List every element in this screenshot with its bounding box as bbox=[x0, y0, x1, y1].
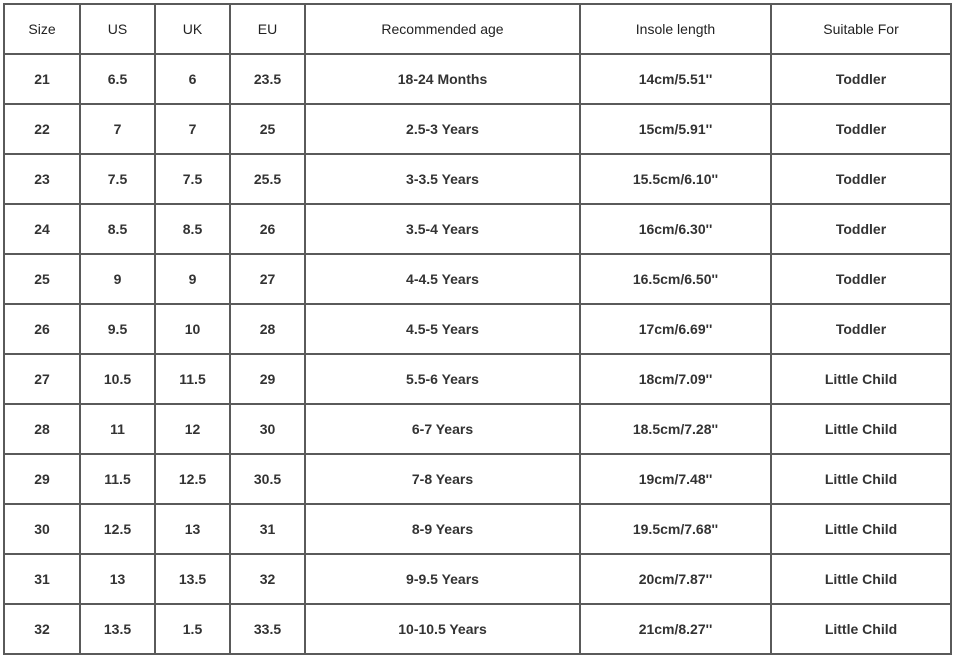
header-recommended-age: Recommended age bbox=[305, 4, 580, 54]
table-row bbox=[4, 354, 951, 404]
insole-length-cell: 15.5cm/6.10'' bbox=[580, 154, 771, 204]
recommended-age-cell: 10-10.5 Years bbox=[305, 604, 580, 654]
size-chart-table bbox=[3, 3, 952, 655]
insole-length-cell: 21cm/8.27'' bbox=[580, 604, 771, 654]
size-cell: 21 bbox=[4, 54, 80, 104]
table-row bbox=[4, 254, 951, 304]
recommended-age-cell: 3-3.5 Years bbox=[305, 154, 580, 204]
suitable-for-cell: Little Child bbox=[771, 404, 951, 454]
suitable-for-cell: Little Child bbox=[771, 354, 951, 404]
suitable-for-cell: Toddler bbox=[771, 54, 951, 104]
uk-cell: 12 bbox=[155, 404, 230, 454]
table-row bbox=[4, 404, 951, 454]
header-size: Size bbox=[4, 4, 80, 54]
us-cell: 6.5 bbox=[80, 54, 155, 104]
us-cell: 10.5 bbox=[80, 354, 155, 404]
uk-cell: 7 bbox=[155, 104, 230, 154]
eu-cell: 30.5 bbox=[230, 454, 305, 504]
eu-cell: 28 bbox=[230, 304, 305, 354]
size-cell: 30 bbox=[4, 504, 80, 554]
us-cell: 9.5 bbox=[80, 304, 155, 354]
header-us: US bbox=[80, 4, 155, 54]
size-cell: 24 bbox=[4, 204, 80, 254]
header-row bbox=[4, 4, 951, 54]
recommended-age-cell: 4-4.5 Years bbox=[305, 254, 580, 304]
table-row bbox=[4, 104, 951, 154]
us-cell: 9 bbox=[80, 254, 155, 304]
header-uk: UK bbox=[155, 4, 230, 54]
table-row bbox=[4, 454, 951, 504]
insole-length-cell: 16.5cm/6.50'' bbox=[580, 254, 771, 304]
table-row bbox=[4, 504, 951, 554]
table-row bbox=[4, 554, 951, 604]
insole-length-cell: 18cm/7.09'' bbox=[580, 354, 771, 404]
suitable-for-cell: Toddler bbox=[771, 254, 951, 304]
recommended-age-cell: 18-24 Months bbox=[305, 54, 580, 104]
header-suitable-for: Suitable For bbox=[771, 4, 951, 54]
insole-length-cell: 15cm/5.91'' bbox=[580, 104, 771, 154]
uk-cell: 7.5 bbox=[155, 154, 230, 204]
uk-cell: 6 bbox=[155, 54, 230, 104]
suitable-for-cell: Little Child bbox=[771, 554, 951, 604]
size-cell: 23 bbox=[4, 154, 80, 204]
eu-cell: 23.5 bbox=[230, 54, 305, 104]
size-cell: 27 bbox=[4, 354, 80, 404]
suitable-for-cell: Little Child bbox=[771, 504, 951, 554]
uk-cell: 1.5 bbox=[155, 604, 230, 654]
recommended-age-cell: 8-9 Years bbox=[305, 504, 580, 554]
suitable-for-cell: Toddler bbox=[771, 154, 951, 204]
eu-cell: 32 bbox=[230, 554, 305, 604]
uk-cell: 12.5 bbox=[155, 454, 230, 504]
uk-cell: 10 bbox=[155, 304, 230, 354]
table-row bbox=[4, 604, 951, 654]
suitable-for-cell: Little Child bbox=[771, 454, 951, 504]
eu-cell: 29 bbox=[230, 354, 305, 404]
eu-cell: 26 bbox=[230, 204, 305, 254]
suitable-for-cell: Toddler bbox=[771, 104, 951, 154]
us-cell: 12.5 bbox=[80, 504, 155, 554]
table-row bbox=[4, 204, 951, 254]
suitable-for-cell: Little Child bbox=[771, 604, 951, 654]
size-cell: 22 bbox=[4, 104, 80, 154]
size-cell: 28 bbox=[4, 404, 80, 454]
uk-cell: 13 bbox=[155, 504, 230, 554]
insole-length-cell: 14cm/5.51'' bbox=[580, 54, 771, 104]
eu-cell: 31 bbox=[230, 504, 305, 554]
recommended-age-cell: 6-7 Years bbox=[305, 404, 580, 454]
insole-length-cell: 20cm/7.87'' bbox=[580, 554, 771, 604]
recommended-age-cell: 7-8 Years bbox=[305, 454, 580, 504]
insole-length-cell: 18.5cm/7.28'' bbox=[580, 404, 771, 454]
us-cell: 11.5 bbox=[80, 454, 155, 504]
eu-cell: 25 bbox=[230, 104, 305, 154]
recommended-age-cell: 9-9.5 Years bbox=[305, 554, 580, 604]
size-cell: 25 bbox=[4, 254, 80, 304]
size-cell: 26 bbox=[4, 304, 80, 354]
us-cell: 11 bbox=[80, 404, 155, 454]
header-eu: EU bbox=[230, 4, 305, 54]
recommended-age-cell: 5.5-6 Years bbox=[305, 354, 580, 404]
insole-length-cell: 16cm/6.30'' bbox=[580, 204, 771, 254]
eu-cell: 33.5 bbox=[230, 604, 305, 654]
uk-cell: 11.5 bbox=[155, 354, 230, 404]
recommended-age-cell: 2.5-3 Years bbox=[305, 104, 580, 154]
recommended-age-cell: 4.5-5 Years bbox=[305, 304, 580, 354]
uk-cell: 13.5 bbox=[155, 554, 230, 604]
us-cell: 13 bbox=[80, 554, 155, 604]
uk-cell: 9 bbox=[155, 254, 230, 304]
insole-length-cell: 19.5cm/7.68'' bbox=[580, 504, 771, 554]
table-row bbox=[4, 154, 951, 204]
table-row bbox=[4, 304, 951, 354]
recommended-age-cell: 3.5-4 Years bbox=[305, 204, 580, 254]
insole-length-cell: 19cm/7.48'' bbox=[580, 454, 771, 504]
size-cell: 31 bbox=[4, 554, 80, 604]
uk-cell: 8.5 bbox=[155, 204, 230, 254]
header-insole-length: Insole length bbox=[580, 4, 771, 54]
us-cell: 8.5 bbox=[80, 204, 155, 254]
suitable-for-cell: Toddler bbox=[771, 204, 951, 254]
eu-cell: 27 bbox=[230, 254, 305, 304]
size-cell: 32 bbox=[4, 604, 80, 654]
suitable-for-cell: Toddler bbox=[771, 304, 951, 354]
eu-cell: 30 bbox=[230, 404, 305, 454]
size-cell: 29 bbox=[4, 454, 80, 504]
insole-length-cell: 17cm/6.69'' bbox=[580, 304, 771, 354]
us-cell: 7.5 bbox=[80, 154, 155, 204]
eu-cell: 25.5 bbox=[230, 154, 305, 204]
table-row bbox=[4, 54, 951, 104]
us-cell: 7 bbox=[80, 104, 155, 154]
us-cell: 13.5 bbox=[80, 604, 155, 654]
